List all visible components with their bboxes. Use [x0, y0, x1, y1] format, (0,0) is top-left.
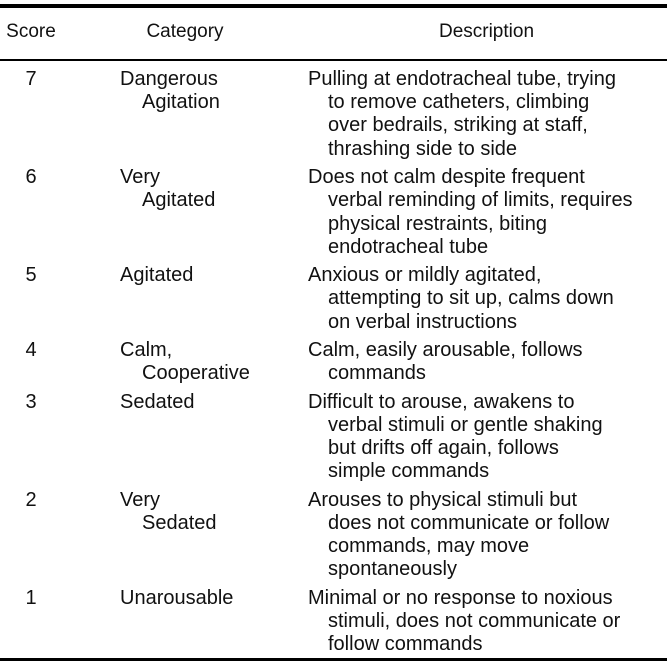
- description-line: Difficult to arouse, awakens to: [308, 390, 575, 413]
- description-line: endotracheal tube: [328, 235, 489, 258]
- category-cell: [120, 68, 295, 114]
- category-line: Sedated: [142, 512, 217, 535]
- category-line: Agitated: [142, 189, 216, 212]
- description-line: physical restraints, biting: [328, 212, 547, 235]
- description-line: Anxious or mildly agitated,: [308, 264, 542, 287]
- category-line: Cooperative: [142, 362, 250, 385]
- score-cell: 2: [25, 488, 37, 511]
- header-description: Description: [438, 21, 535, 42]
- description-cell: [308, 489, 667, 582]
- category-line: Dangerous: [120, 68, 218, 90]
- score-cell: 6: [25, 166, 37, 189]
- table-row: [0, 68, 667, 161]
- category-cell: [120, 587, 295, 610]
- description-line: simple commands: [328, 460, 490, 483]
- description-line: does not communicate or follow: [328, 512, 610, 535]
- description-cell: [308, 264, 667, 334]
- description-line: on verbal instructions: [328, 310, 517, 333]
- description-line: over bedrails, striking at staff,: [328, 114, 588, 137]
- header-category: Category: [146, 21, 224, 42]
- description-line: Calm, easily arousable, follows: [308, 339, 583, 362]
- description-line: attempting to sit up, calms down: [328, 287, 614, 310]
- score-cell: 5: [25, 264, 37, 287]
- table-row: [0, 339, 667, 385]
- description-line: verbal reminding of limits, requires: [328, 189, 633, 212]
- description-line: stimuli, does not communicate or: [328, 610, 621, 633]
- description-cell: [308, 339, 667, 385]
- table-body: [0, 68, 667, 662]
- category-cell: [120, 264, 295, 287]
- header-score: Score: [6, 21, 56, 42]
- category-line: Sedated: [120, 390, 195, 413]
- table-row: [0, 587, 667, 657]
- description-line: Arouses to physical stimuli but: [308, 488, 578, 511]
- score-cell: 4: [25, 339, 37, 362]
- description-line: thrashing side to side: [328, 137, 518, 160]
- description-line: Pulling at endotracheal tube, trying: [308, 68, 616, 90]
- table-row: [0, 264, 667, 334]
- description-line: but drifts off again, follows: [328, 437, 559, 460]
- category-cell: [120, 391, 295, 414]
- table-row: [0, 166, 667, 259]
- description-cell: [308, 587, 667, 657]
- description-line: verbal stimuli or gentle shaking: [328, 413, 603, 436]
- category-line: Calm,: [120, 339, 173, 362]
- score-cell: 7: [25, 68, 37, 90]
- description-line: follow commands: [328, 633, 483, 656]
- description-line: Minimal or no response to noxious: [308, 586, 613, 609]
- description-cell: [308, 391, 667, 484]
- category-line: Very: [120, 166, 161, 189]
- table-bottom-rule: [0, 658, 667, 661]
- header-rule: [0, 59, 667, 61]
- category-line: Very: [120, 488, 161, 511]
- table-top-rule: [0, 4, 667, 8]
- category-line: Unarousable: [120, 586, 234, 609]
- category-line: Agitation: [142, 91, 220, 114]
- score-cell: 3: [25, 390, 37, 413]
- description-line: spontaneously: [328, 558, 457, 581]
- category-cell: [120, 339, 295, 385]
- category-cell: [120, 489, 295, 535]
- table-row: [0, 489, 667, 582]
- description-cell: [308, 68, 667, 161]
- description-line: Does not calm despite frequent: [308, 166, 585, 189]
- category-line: Agitated: [120, 264, 194, 287]
- description-line: commands, may move: [328, 535, 530, 558]
- table-row: [0, 391, 667, 484]
- description-line: to remove catheters, climbing: [328, 91, 590, 114]
- description-line: commands: [328, 362, 426, 385]
- category-cell: [120, 166, 295, 212]
- score-cell: 1: [25, 586, 37, 609]
- description-cell: [308, 166, 667, 259]
